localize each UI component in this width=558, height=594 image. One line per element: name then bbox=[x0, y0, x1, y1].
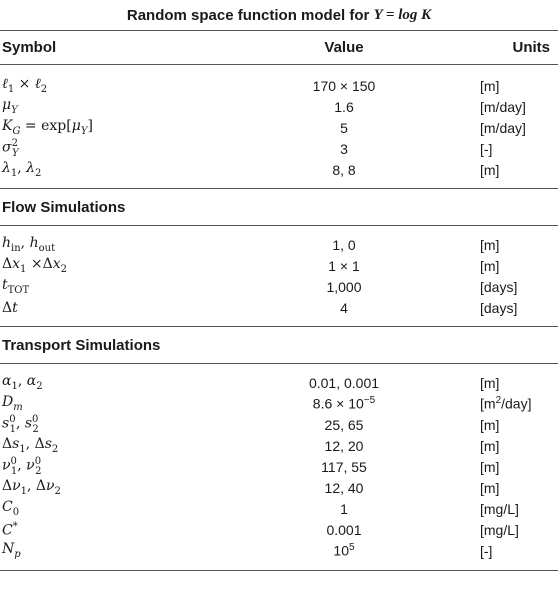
units-exponent: 2 bbox=[495, 395, 502, 407]
value-cell: 170 × 150 bbox=[312, 77, 376, 94]
symbol-cell: $\nu^0_1$, $\nu^0_2$ bbox=[2, 456, 42, 477]
units-cell: [m] bbox=[480, 437, 500, 454]
symbol-cell: C* bbox=[2, 520, 18, 539]
section-header-transport: Transport Simulations bbox=[0, 326, 558, 364]
units-prefix: [m bbox=[480, 395, 496, 412]
section-header-flow: Flow Simulations bbox=[0, 188, 558, 226]
value-cell: 1,000 bbox=[326, 278, 362, 295]
symbol-cell: $\Delta x_1 \times\Delta x_2$ bbox=[2, 256, 67, 275]
value-cell: 1, 0 bbox=[332, 236, 356, 253]
table-row bbox=[0, 519, 558, 540]
units-cell: [days] bbox=[480, 299, 518, 316]
column-header-row bbox=[0, 31, 558, 65]
table-row bbox=[0, 297, 558, 318]
symbol-cell: $s^0_1$, $s^0_2$ bbox=[2, 414, 39, 435]
value-cell: 1 bbox=[340, 500, 348, 517]
table-row bbox=[0, 498, 558, 519]
value-cell bbox=[210, 395, 478, 412]
units-cell: [m] bbox=[480, 161, 500, 178]
value-cell bbox=[210, 542, 478, 559]
value-cell: 25, 65 bbox=[324, 416, 364, 433]
symbol-cell: $\alpha_1$, $\alpha_2$ bbox=[2, 373, 43, 392]
units-cell: [m/day] bbox=[480, 119, 526, 136]
symbol-cell: $h_{in}$, $h_{out}$ bbox=[2, 235, 56, 254]
table-row bbox=[0, 117, 558, 138]
units-suffix: /day] bbox=[501, 395, 532, 412]
table-row bbox=[0, 414, 558, 435]
value-cell: 12, 40 bbox=[324, 479, 364, 496]
value-cell: 117, 55 bbox=[321, 458, 367, 475]
value-cell: 1.6 bbox=[334, 98, 354, 115]
table-row bbox=[0, 75, 558, 96]
units-cell: [-] bbox=[480, 140, 493, 157]
units-cell: [m] bbox=[480, 77, 500, 94]
value-cell: 8, 8 bbox=[332, 161, 356, 178]
value-cell: 5 bbox=[340, 119, 348, 136]
table-title bbox=[0, 0, 558, 31]
column-header-units: Units bbox=[512, 39, 550, 56]
symbol-cell: $K_G = \exp[\mu_Y]$ bbox=[2, 118, 93, 137]
table-row bbox=[0, 159, 558, 180]
table-row bbox=[0, 456, 558, 477]
value-cell: 3 bbox=[340, 140, 348, 157]
symbol-cell: $\Delta s_1$, $\Delta s_2$ bbox=[2, 436, 59, 455]
value-text: 8.6 × 10 bbox=[312, 395, 364, 412]
symbol-cell: $D_m$ bbox=[2, 394, 23, 413]
value-cell: 0.01, 0.001 bbox=[308, 374, 380, 391]
symbol-cell: $\Delta\nu_1$, $\Delta\nu_2$ bbox=[2, 478, 61, 497]
table-row bbox=[0, 435, 558, 456]
units-cell: [m] bbox=[480, 257, 500, 274]
symbol-cell: $t_{TOT}$ bbox=[2, 277, 30, 296]
units-cell: [m] bbox=[480, 458, 500, 475]
value-cell: 4 bbox=[340, 299, 348, 316]
units-cell: [m] bbox=[480, 374, 500, 391]
table-row bbox=[0, 372, 558, 393]
value-exponent: −5 bbox=[363, 395, 376, 407]
table-row bbox=[0, 234, 558, 255]
units-cell: [mg/L] bbox=[480, 500, 519, 517]
units-cell: [m/day] bbox=[480, 98, 526, 115]
units-cell: [m] bbox=[480, 479, 500, 496]
units-cell: [mg/L] bbox=[480, 521, 519, 538]
table-row bbox=[0, 255, 558, 276]
units-cell: [m] bbox=[480, 416, 500, 433]
symbol-cell: $\mu_Y$ bbox=[2, 97, 18, 116]
table-row bbox=[0, 540, 558, 561]
value-cell: 0.001 bbox=[326, 521, 362, 538]
units-cell: [m] bbox=[480, 236, 500, 253]
column-header-value: Value bbox=[324, 39, 364, 56]
table-row bbox=[0, 96, 558, 117]
units-cell: [-] bbox=[480, 542, 493, 559]
column-header-symbol: Symbol bbox=[2, 39, 57, 56]
table-row bbox=[0, 477, 558, 498]
value-cell: 1 × 1 bbox=[328, 257, 360, 274]
value-cell: 12, 20 bbox=[324, 437, 364, 454]
table-title-formula: Y = log K bbox=[373, 6, 432, 23]
table-row bbox=[0, 138, 558, 159]
symbol-cell: $C_0$ bbox=[2, 499, 20, 518]
units-cell: [days] bbox=[480, 278, 518, 295]
table-bottom-rule bbox=[0, 561, 558, 571]
symbol-cell: $\lambda_1$, $\lambda_2$ bbox=[2, 160, 42, 179]
symbol-cell: $\sigma^2_Y$ bbox=[2, 138, 19, 159]
table-row bbox=[0, 393, 558, 414]
symbol-cell: ℓ$_1$ × ℓ$_2$ bbox=[2, 76, 48, 95]
value-text: 10 bbox=[333, 542, 349, 559]
symbol-cell: Δt bbox=[2, 299, 18, 316]
value-exponent: 5 bbox=[349, 542, 355, 554]
units-cell bbox=[478, 395, 558, 412]
table-row bbox=[0, 276, 558, 297]
table-title-prefix: Random space function model for bbox=[126, 6, 370, 24]
symbol-cell: $N_p$ bbox=[2, 541, 21, 560]
